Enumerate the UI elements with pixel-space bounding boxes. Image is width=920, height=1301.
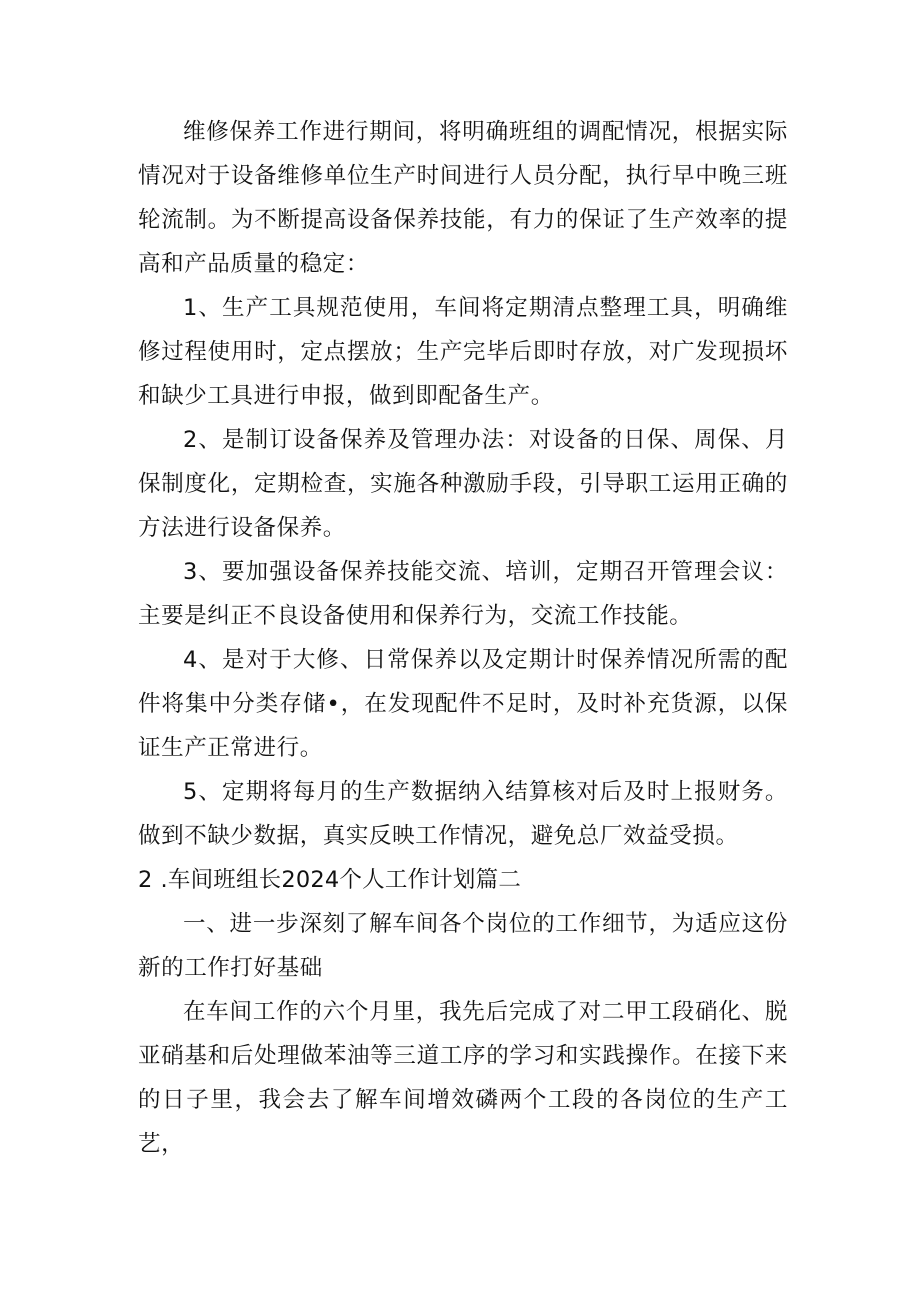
- paragraph-intro: 维修保养工作进行期间，将明确班组的调配情况，根据实际情况对于设备维修单位生产时间进行人员分配，执行早中晚三班轮流制。为不断提高设备保养技能，有力的保证了生产效率的提高和产品质量的稳定：: [138, 119, 788, 277]
- document-body: [138, 110, 788, 1166]
- paragraph-subheading: 一、进一步深刻了解车间各个岗位的工作细节，为适应这份新的工作打好基础: [138, 911, 788, 981]
- paragraph-item-2: 2、是制订设备保养及管理办法：对设备的日保、周保、月保制度化，定期检查，实施各种激励手段，引导职工运用正确的方法进行设备保养。: [138, 427, 788, 541]
- section-heading: [138, 858, 788, 902]
- paragraph-body: 在车间工作的六个月里，我先后完成了对二甲工段硝化、脱亚硝基和后处理做苯油等三道工序的学习和实践操作。在接下来的日子里，我会去了解车间增效磷两个工段的各岗位的生产工艺，: [138, 999, 788, 1157]
- paragraph-item-5: 5、定期将每月的生产数据纳入结算核对后及时上报财务。做到不缺少数据，真实反映工作情况，避免总厂效益受损。: [138, 779, 788, 849]
- section-heading-index: 2: [138, 867, 153, 893]
- paragraph-item-3: 3、要加强设备保养技能交流、培训，定期召开管理会议：主要是纠正不良设备使用和保养行为，交流工作技能。: [138, 559, 788, 629]
- paragraph-item-4: 4、是对于大修、日常保养以及定期计时保养情况所需的配件将集中分类存储•，在发现配件不足时，及时补充货源，以保证生产正常进行。: [138, 647, 788, 761]
- section-heading-text: .车间班组长2024个人工作计划篇二: [160, 867, 522, 893]
- paragraph-item-1: 1、生产工具规范使用，车间将定期清点整理工具，明确维修过程使用时，定点摆放；生产完毕后即时存放，对广发现损坏和缺少工具进行申报，做到即配备生产。: [138, 295, 788, 409]
